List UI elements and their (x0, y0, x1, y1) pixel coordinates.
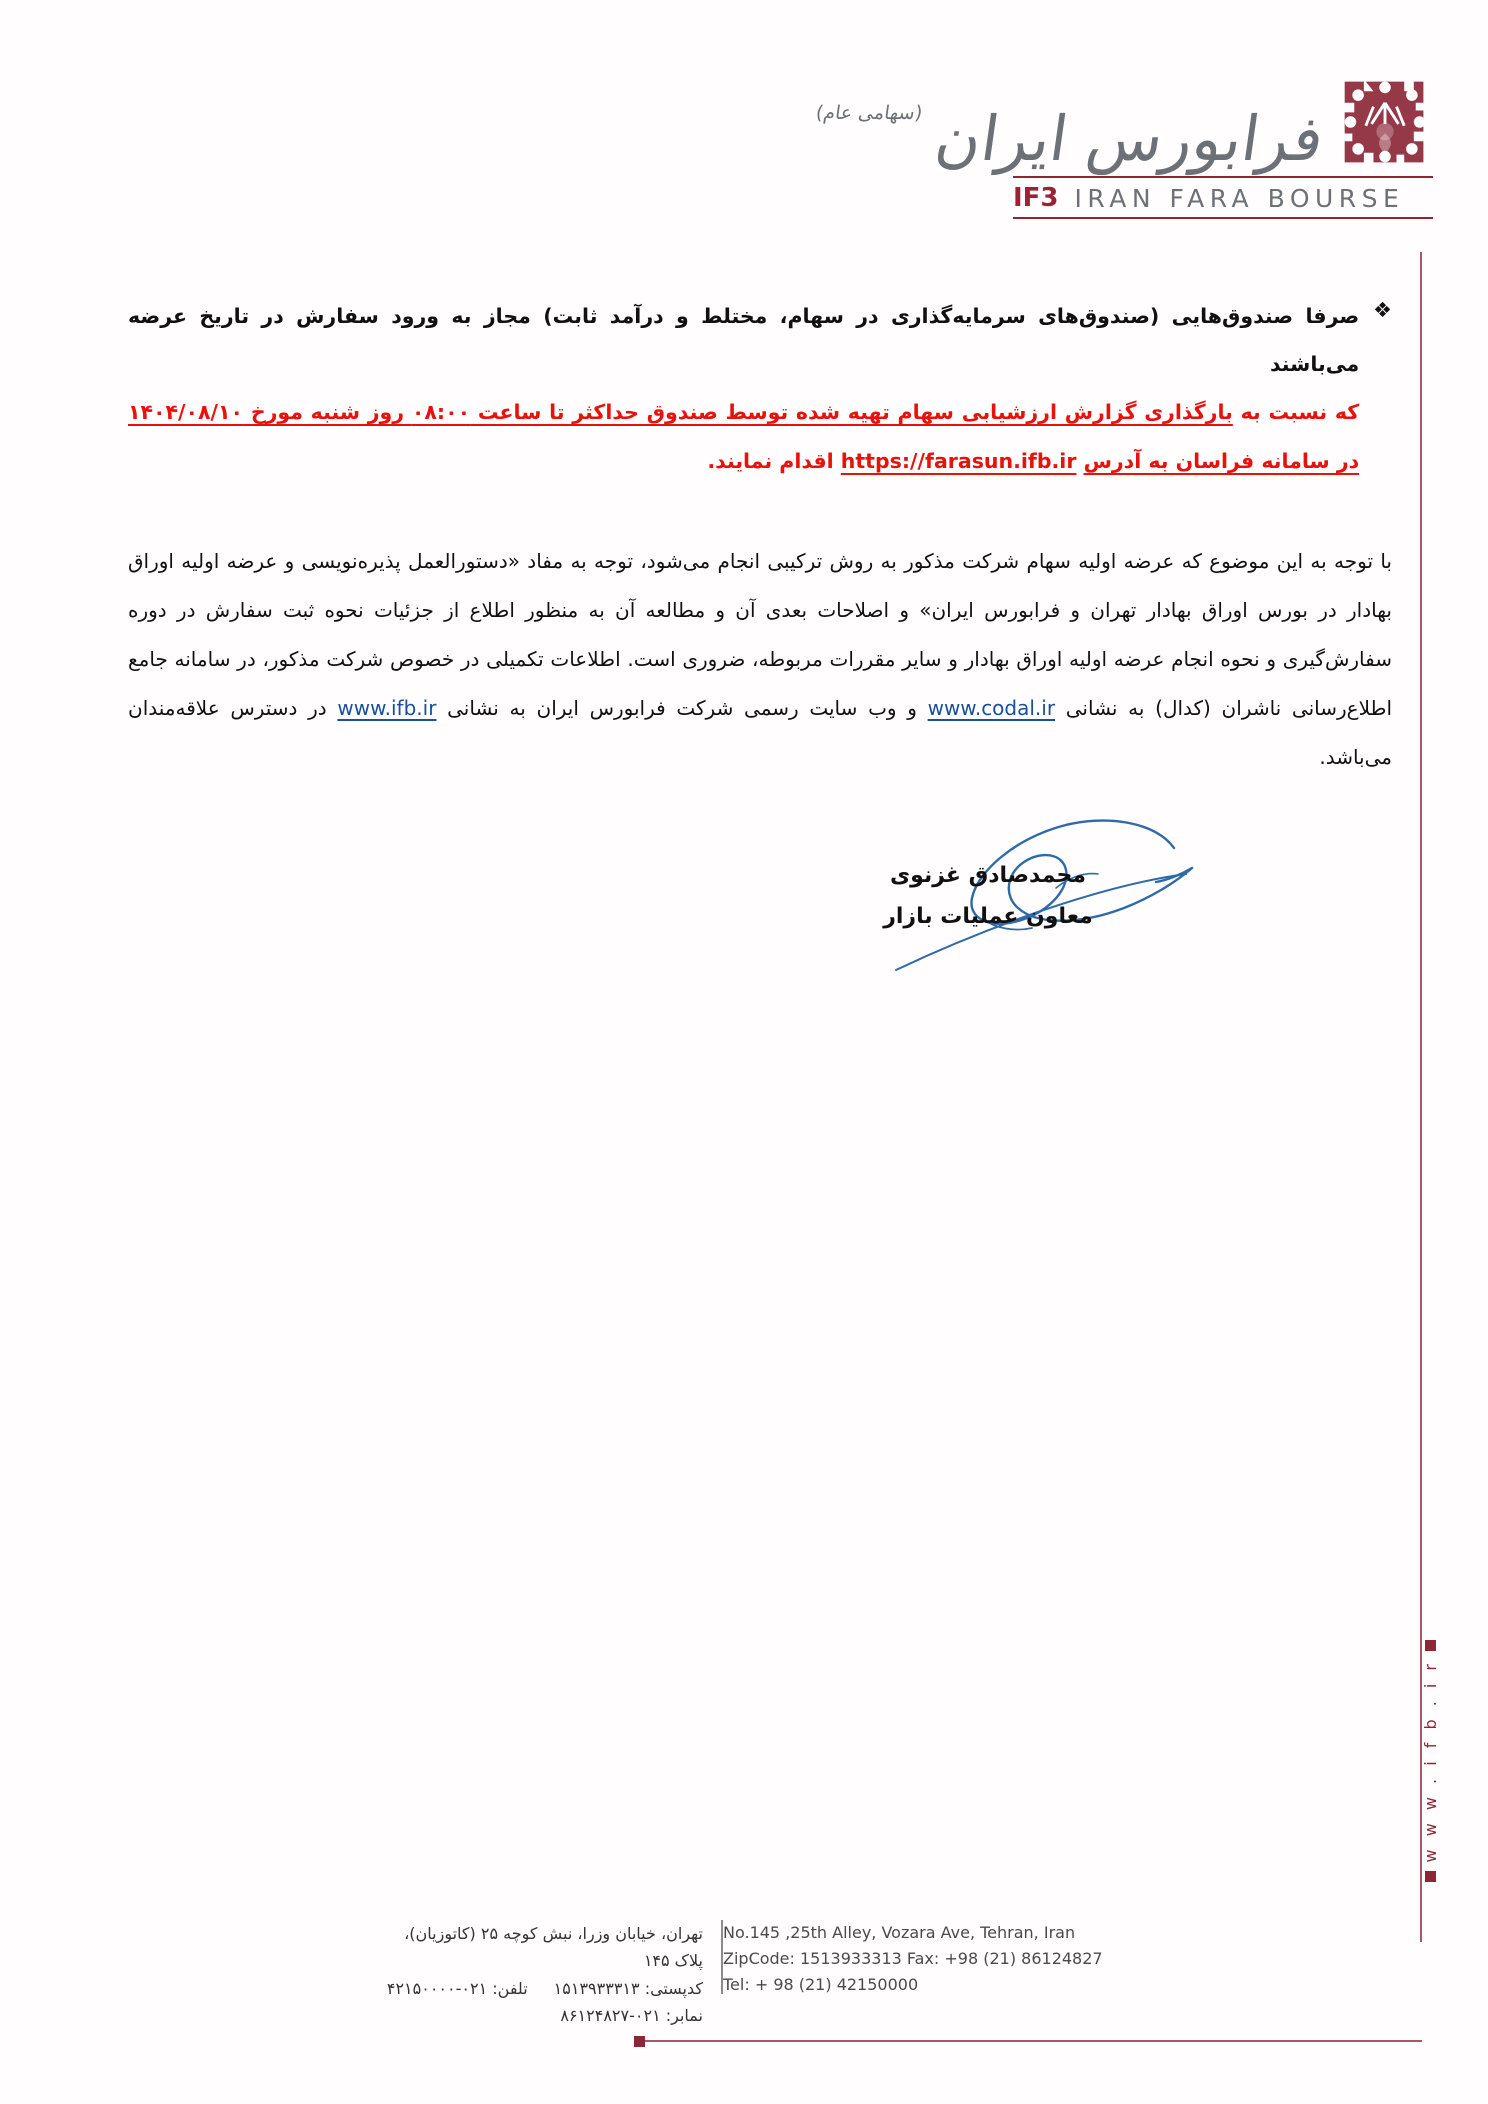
square-marker-bottom-icon (1425, 1871, 1436, 1882)
footer-address-fa (355, 1920, 721, 2030)
notice-bullet-block (128, 292, 1392, 485)
footer-address-en (723, 1920, 1133, 1998)
footer-divider (721, 1920, 723, 1994)
ifb-link[interactable]: www.ifb.ir (337, 695, 437, 720)
body-part-2: و وب سایت رسمی شرکت فرابورس ایران به نشانی (436, 695, 928, 720)
notice-text (128, 292, 1359, 485)
brand-abbr: IF3 (1013, 183, 1059, 213)
document-content (128, 292, 1392, 782)
footer-en-line-1: No.145 ,25th Alley, Vozara Ave, Tehran, Iran (723, 1922, 1076, 1942)
bullet-diamond-icon: ❖ (1373, 298, 1392, 322)
vertical-website-url (1421, 1640, 1440, 1882)
notice-line-1: صرفا صندوق‌هایی (صندوق‌های سرمایه‌گذاری در سهام، مختلط و درآمد ثابت) مجاز به ورود سفارش در تاریخ عرضه می‌باشند (128, 304, 1360, 377)
signatory-title: معاون عملیات بازار (883, 903, 1093, 929)
footer-rule-square-icon (634, 2036, 645, 2047)
notice-red-prefix: که نسبت به (1232, 400, 1360, 425)
signature-block (778, 856, 1198, 937)
footer-en-line-2: ZipCode: 1513933313 Fax: +98 (21) 86124827 (723, 1948, 1103, 1968)
brand-line (1013, 178, 1433, 217)
square-marker-top-icon (1425, 1640, 1436, 1651)
logo-row (814, 58, 1433, 175)
brand-name-en: IRAN FARA BOURSE (1074, 183, 1405, 213)
fara-bourse-rosette-logo-icon (1337, 74, 1433, 170)
logo-superscript: (سهامی عام) (814, 102, 924, 124)
notice-line-3-suffix: اقدام نمایند. (707, 448, 841, 473)
logo-wordmark-fa: فرابورس ایران (930, 102, 1329, 175)
footer-rule (640, 2040, 1422, 2042)
notice-red-underlined: بارگذاری گزارش ارزشیابی سهام تهیه شده توسط صندوق حداکثر تا ساعت ۰۸:۰۰ روز شنبه مورخ ۱۴۰۴/۰۸/۱۰ در سامانه فراسان به آدرس (128, 400, 1360, 473)
footer-fa-line-1: تهران، خیابان وزرا، نبش کوچه ۲۵ (کاتوزیان)، پلاک ۱۴۵ (404, 1923, 703, 1971)
notice-line-2 (128, 388, 1359, 484)
codal-link[interactable]: www.codal.ir (927, 695, 1056, 720)
footer-fa-tel: تلفن: ۰۲۱-۴۲۱۵۰۰۰۰ (386, 1978, 528, 1998)
letterhead-footer (0, 1920, 1488, 2030)
signatory-name: محمدصادق غزنوی (889, 863, 1086, 888)
farasun-url-link[interactable]: https://farasun.ifb.ir (840, 448, 1077, 473)
vertical-url-text: w w w . i f b . i r (1421, 1660, 1440, 1863)
footer-fa-line-2 (373, 1975, 703, 2003)
footer-fa-line-3: نمابر: ۰۲۱-۸۶۱۲۴۸۲۷ (560, 2006, 703, 2026)
footer-fa-zip: کدپستی: ۱۵۱۳۹۳۳۳۱۳ (553, 1978, 703, 1998)
letterhead-header (814, 58, 1433, 219)
body-part-1: با توجه به این موضوع که عرضه اولیه سهام شرکت مذکور به روش ترکیبی انجام می‌شود، توجه به مفاد «دستورالعمل پذیره‌نویسی و عرضه اولیه اوراق بهادار در بورس اوراق بهادار تهران و فرابورس ایران» و اصلاحات بعدی آن و مطالعه آن به منظور اطلاع از جزئیات نحوه ثبت سفارش در دوره سفارش‌گیری و نحوه انجام عرضه اولیه اوراق بهادار و سایر مقررات مربوطه، ضروری است. اطلاعات تکمیلی در خصوص شرکت مذکور، در سامانه جامع اطلاع‌رسانی ناشران (کدال) به نشانی (128, 548, 1393, 720)
body-part-3: در دسترس علاقه‌مندان می‌باشد. (128, 695, 1392, 769)
brand-rule-bottom (1013, 217, 1433, 219)
body-paragraph (128, 537, 1392, 782)
footer-en-line-3: Tel: + 98 (21) 42150000 (723, 1974, 919, 1994)
